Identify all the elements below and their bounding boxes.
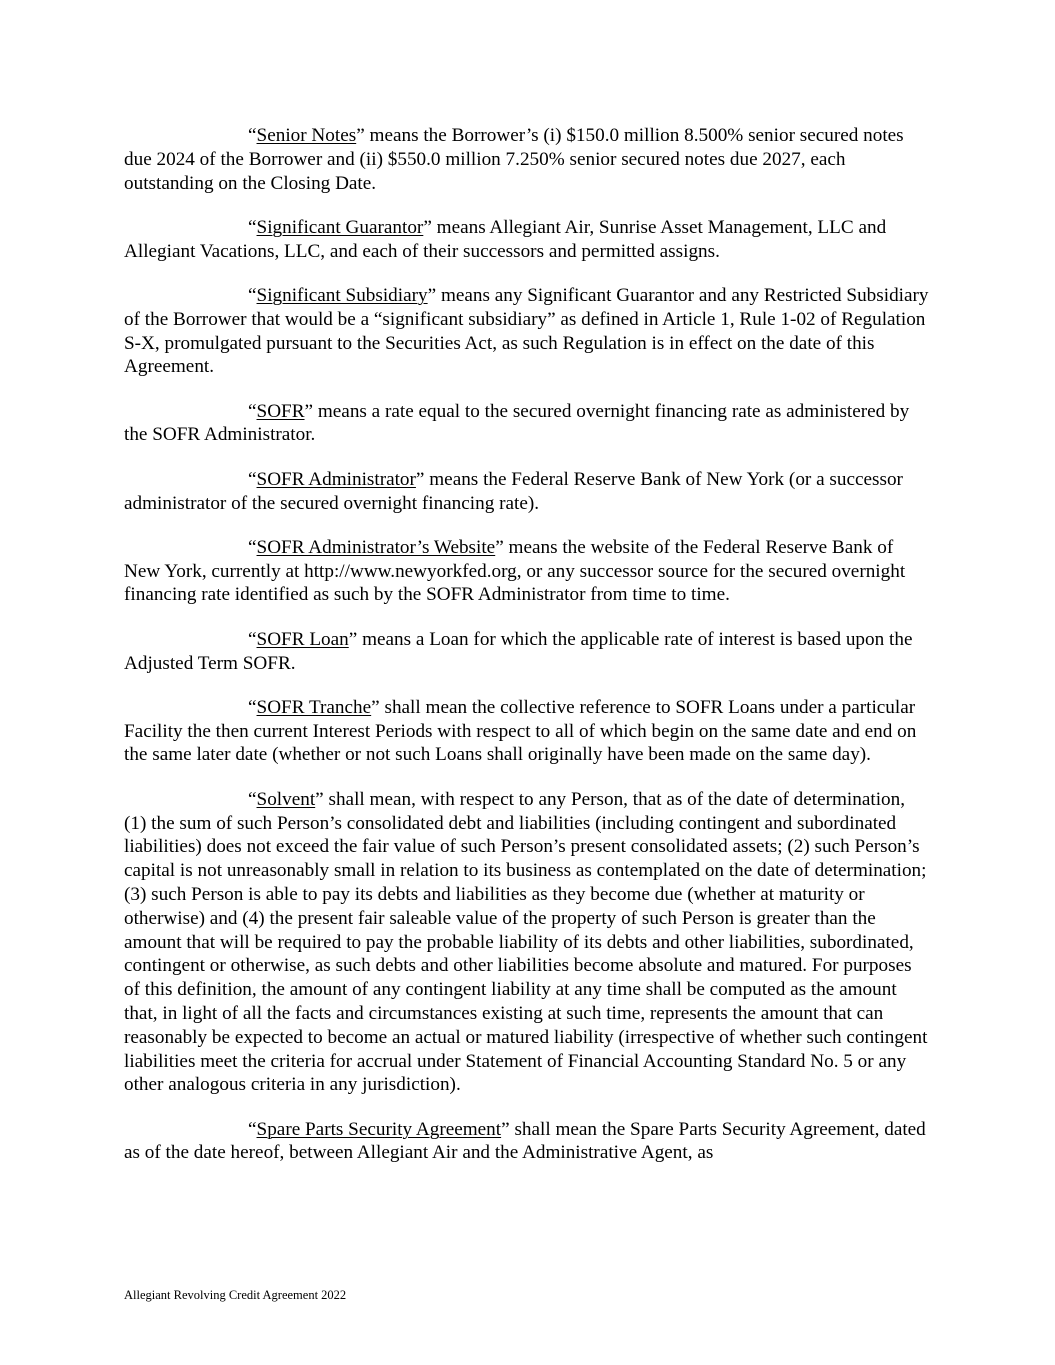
definition-text: means a rate equal to the secured overnight financing rate as administered by the SOFR Administrator. [124, 400, 910, 446]
definition-sofr-loan: “SOFR Loan” means a Loan for which the applicable rate of interest is based upon the Adjusted Term SOFR. [124, 628, 913, 674]
definition-significant-guarantor: “Significant Guarantor” means Allegiant Air, Sunrise Asset Management, LLC and Allegiant Vacations, LLC, and each of their successors and permitted assigns. [124, 216, 887, 262]
definition-sofr-administrator: “SOFR Administrator” means the Federal Reserve Bank of New York (or a successor administrator of the secured overnight financing rate). [124, 468, 903, 514]
defined-term: Significant Guarantor [256, 216, 424, 238]
definition-text: means any Significant Guarantor and any Restricted Subsidiary of the Borrower that would be a “significant subsidiary” as defined in Article 1, Rule 1-02 of Regulation S-X, promulgated pursuant to the Securities Act, as such Regulation is in effect on the date of this Agreement. [124, 284, 929, 378]
definition-sofr-tranche: “SOFR Tranche” shall mean the collective reference to SOFR Loans under a particular Facility the then current Interest Periods with respect to all of which begin on the same date and end on the same later date (whether or not such Loans shall originally have been made on the same day). [124, 696, 917, 766]
defined-term: SOFR Administrator’s Website [256, 536, 496, 558]
definition-text: means the Borrower’s (i) $150.0 million 8.500% senior secured notes due 2024 of the Borrower and (ii) $550.0 million 7.250% senior secured notes due 2027, each outstanding on the Closing Date. [124, 125, 904, 194]
defined-term: Spare Parts Security Agreement [256, 1118, 502, 1140]
definition-text: means a Loan for which the applicable rate of interest is based upon the Adjusted Term SOFR. [124, 628, 913, 674]
defined-term: SOFR Tranche [256, 696, 372, 718]
definition-text: shall mean the Spare Parts Security Agreement, dated as of the date hereof, between Allegiant Air and the Administrative Agent, as [124, 1118, 926, 1164]
document-body [124, 124, 930, 1186]
defined-term: SOFR Administrator [256, 468, 416, 490]
definition-solvent: “Solvent” shall mean, with respect to any Person, that as of the date of determination, (1) the sum of such Person’s consolidated debt and liabilities (including contingent and subordinated liabilities) does not exceed the fair value of such Person’s present consolidated assets; (2) such Person’s capital is not unreasonably small in relation to its business as contemplated on the date of determination; (3) such Person is able to pay its debts and liabilities as they become due (whether at maturity or otherwise) and (4) the present fair saleable value of the property of such Person is greater than the amount that will be required to pay the probable liability of its debts and other liabilities, subordinated, contingent or otherwise, as such debts and other liabilities become absolute and matured. For purposes of this definition, the amount of any contingent liability at any time shall be computed as the amount that, in light of all the facts and circumstances existing at such time, represents the amount that can reasonably be expected to become an actual or matured liability (irrespective of whether such contingent liabilities meet the criteria for accrual under Statement of Financial Accounting Standard No. 5 or any other analogous criteria in any jurisdiction). [124, 788, 928, 1096]
defined-term: SOFR [256, 400, 305, 422]
definition-senior-notes: “Senior Notes” means the Borrower’s (i) $150.0 million 8.500% senior secured notes due 2024 of the Borrower and (ii) $550.0 million 7.250% senior secured notes due 2027, each outstanding on the Closing Date. [124, 125, 904, 194]
page-footer: Allegiant Revolving Credit Agreement 2022 [124, 1288, 347, 1302]
definition-text: means the Federal Reserve Bank of New York (or a successor administrator of the secured overnight financing rate). [124, 468, 903, 514]
definition-text: means Allegiant Air, Sunrise Asset Management, LLC and Allegiant Vacations, LLC, and each of their successors and permitted assigns. [124, 216, 887, 262]
defined-term: Solvent [256, 788, 316, 810]
defined-term: Significant Subsidiary [256, 284, 428, 306]
definition-sofr: “SOFR” means a rate equal to the secured overnight financing rate as administered by the SOFR Administrator. [124, 400, 910, 446]
definition-sofr-administrators-website: “SOFR Administrator’s Website” means the website of the Federal Reserve Bank of New York, currently at http://www.newyorkfed.org, or any successor source for the secured overnight financing rate identified as such by the SOFR Administrator from time to time. [124, 536, 906, 606]
definition-text: shall mean, with respect to any Person, that as of the date of determination, (1) the sum of such Person’s consolidated debt and liabilities (including contingent and subordinated liabilities) does not exceed the fair value of such Person’s present consolidated assets; (2) such Person’s capital is not unreasonably small in relation to its business as contemplated on the date of determination; (3) such Person is able to pay its debts and liabilities as they become due (whether at maturity or otherwise) and (4) the present fair saleable value of the property of such Person is greater than the amount that will be required to pay the probable liability of its debts and other liabilities, subordinated, contingent or otherwise, as such debts and other liabilities become absolute and matured. For purposes of this definition, the amount of any contingent liability at any time shall be computed as the amount that, in light of all the facts and circumstances existing at such time, represents the amount that can reasonably be expected to become an actual or matured liability (irrespective of whether such contingent liabilities meet the criteria for accrual under Statement of Financial Accounting Standard No. 5 or any other analogous criteria in any jurisdiction). [124, 788, 928, 1096]
defined-term: Senior Notes [256, 125, 357, 146]
definition-spare-parts-security-agreement: “Spare Parts Security Agreement” shall mean the Spare Parts Security Agreement, dated as of the date hereof, between Allegiant Air and the Administrative Agent, as [124, 1118, 926, 1164]
definition-text: shall mean the collective reference to SOFR Loans under a particular Facility the then current Interest Periods with respect to all of which begin on the same date and end on the same later date (whether or not such Loans shall originally have been made on the same day). [124, 696, 917, 766]
definition-significant-subsidiary: “Significant Subsidiary” means any Significant Guarantor and any Restricted Subsidiary of the Borrower that would be a “significant subsidiary” as defined in Article 1, Rule 1-02 of Regulation S-X, promulgated pursuant to the Securities Act, as such Regulation is in effect on the date of this Agreement. [124, 284, 929, 378]
defined-term: SOFR Loan [256, 628, 349, 650]
definition-text: means the website of the Federal Reserve Bank of New York, currently at http://www.newyorkfed.org, or any successor source for the secured overnight financing rate identified as such by the SOFR Administrator from time to time. [124, 536, 906, 606]
